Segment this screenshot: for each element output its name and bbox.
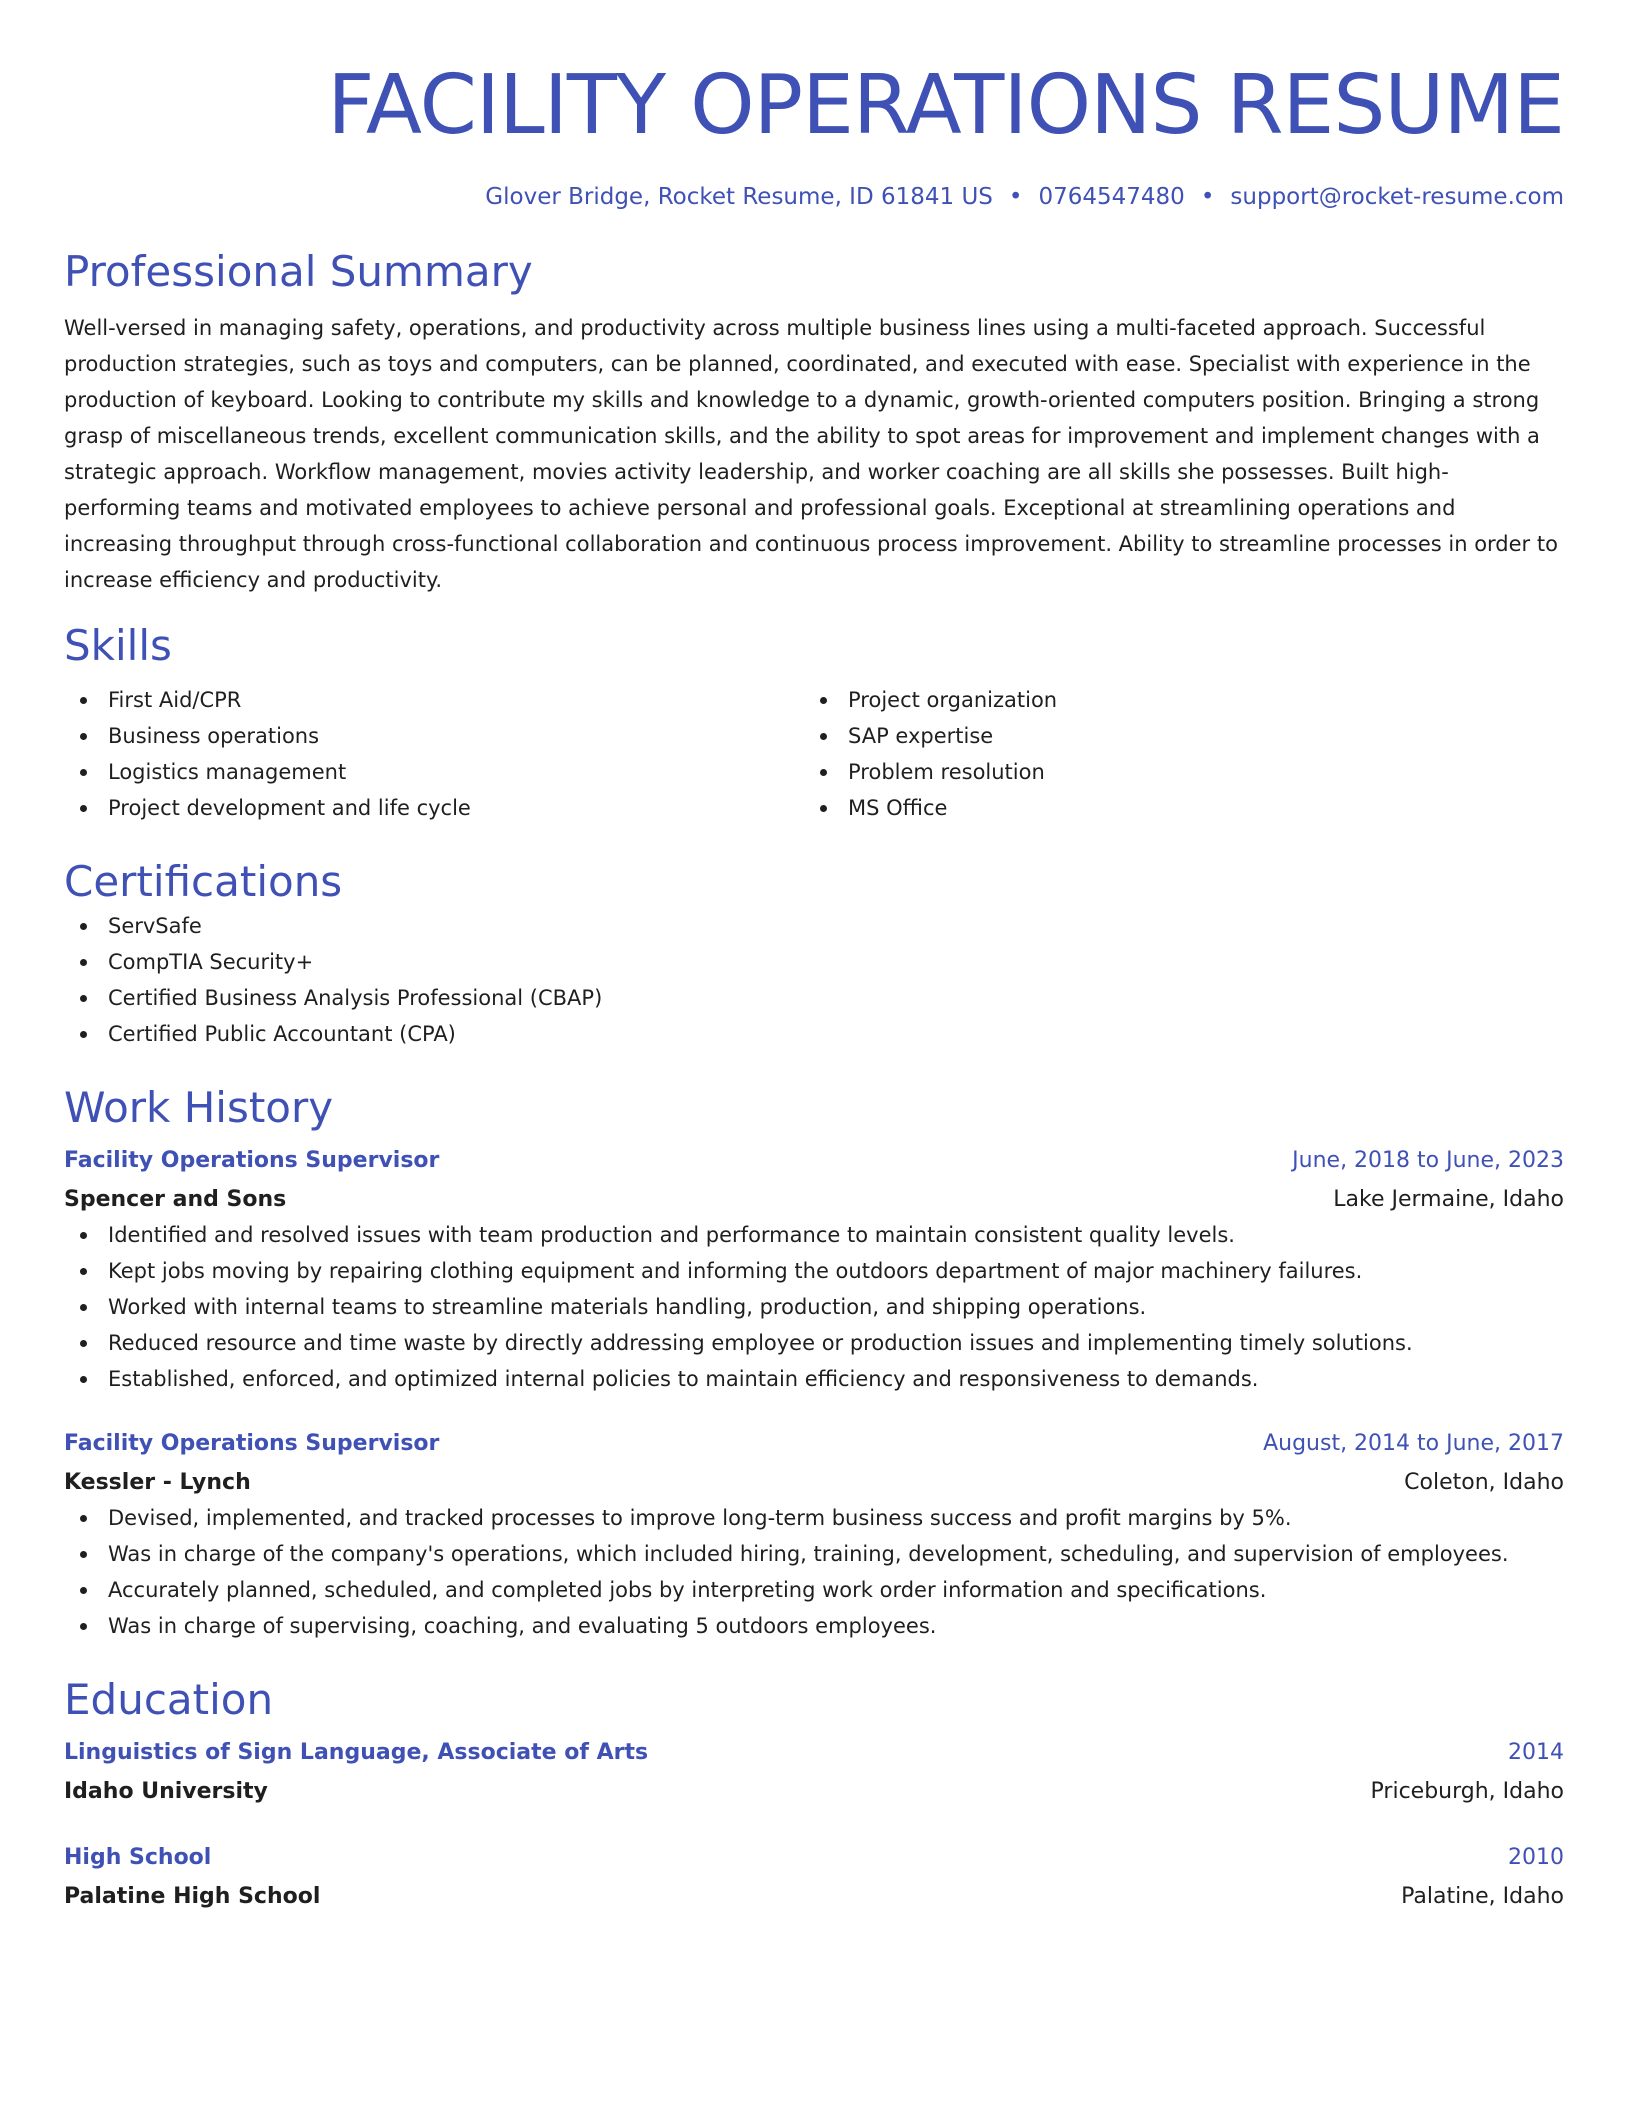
skill-item: SAP expertise	[804, 718, 1544, 754]
job-company: Spencer and Sons	[64, 1187, 287, 1212]
job-title: Facility Operations Supervisor	[64, 1148, 440, 1173]
skill-item: Business operations	[64, 718, 804, 754]
skill-item: Problem resolution	[804, 754, 1544, 790]
certification-item: ServSafe	[64, 908, 1564, 944]
job-header	[64, 1427, 1564, 1461]
education-degree: High School	[64, 1845, 212, 1870]
skills-list-left	[64, 682, 804, 826]
skill-item: MS Office	[804, 790, 1544, 826]
job-duty: Devised, implemented, and tracked processes to improve long-term business success and profit margins by 5%.	[64, 1500, 1564, 1536]
education-header	[64, 1841, 1564, 1875]
job-dates: June, 2018 to June, 2023	[1292, 1148, 1564, 1173]
job-duty: Accurately planned, scheduled, and completed jobs by interpreting work order information and specifications.	[64, 1572, 1564, 1608]
skills-heading: Skills	[64, 621, 172, 670]
job-duty: Was in charge of supervising, coaching, and evaluating 5 outdoors employees.	[64, 1608, 1564, 1644]
job-location: Coleton, Idaho	[1404, 1470, 1564, 1495]
skills-list-right	[804, 682, 1544, 826]
education-heading: Education	[64, 1675, 274, 1724]
education-header	[64, 1736, 1564, 1770]
summary-heading: Professional Summary	[64, 247, 533, 296]
certification-item: Certified Business Analysis Professional (CBAP)	[64, 980, 1564, 1016]
contact-address: Glover Bridge, Rocket Resume, ID 61841 US	[485, 184, 993, 210]
education-location: Palatine, Idaho	[1401, 1884, 1564, 1909]
contact-line	[64, 182, 1564, 212]
contact-separator: •	[1200, 184, 1215, 210]
education-location: Priceburgh, Idaho	[1370, 1779, 1564, 1804]
job-subheader	[64, 1466, 1564, 1500]
contact-phone: 0764547480	[1038, 184, 1185, 210]
education-year: 2014	[1508, 1740, 1564, 1765]
job-entry	[64, 1144, 1564, 1397]
education-subheader	[64, 1775, 1564, 1809]
education-subheader	[64, 1880, 1564, 1914]
skill-item: Logistics management	[64, 754, 804, 790]
job-duty: Kept jobs moving by repairing clothing equipment and informing the outdoors department of major machinery failures.	[64, 1253, 1564, 1289]
summary-text: Well-versed in managing safety, operations, and productivity across multiple business lines using a multi-faceted approach. Successful production strategies, such as toys and computers, can be planned, coordinated, and executed with ease. Specialist with experience in the production of keyboard. Looking to contribute my skills and knowledge to a dynamic, growth-oriented computers position. Bringing a strong grasp of miscellaneous trends, excellent communication skills, and the ability to spot areas for improvement and implement changes with a strategic approach. Workflow management, movies activity leadership, and worker coaching are all skills she possesses. Built high-performing teams and motivated employees to achieve personal and professional goals. Exceptional at streamlining operations and increasing throughput through cross-functional collaboration and continuous process improvement. Ability to streamline processes in order to increase efficiency and productivity.	[64, 316, 1558, 592]
education-degree: Linguistics of Sign Language, Associate of Arts	[64, 1740, 649, 1765]
education-year: 2010	[1508, 1845, 1564, 1870]
job-entry	[64, 1427, 1564, 1644]
job-duty: Identified and resolved issues with team production and performance to maintain consistent quality levels.	[64, 1217, 1564, 1253]
job-company: Kessler - Lynch	[64, 1470, 251, 1495]
certifications-heading: Certifications	[64, 857, 343, 906]
skill-item: Project organization	[804, 682, 1544, 718]
resume-page	[64, 0, 1564, 1914]
job-dates: August, 2014 to June, 2017	[1263, 1431, 1564, 1456]
job-duties-list	[64, 1217, 1564, 1397]
job-location: Lake Jermaine, Idaho	[1333, 1187, 1564, 1212]
job-header	[64, 1144, 1564, 1178]
job-duty: Worked with internal teams to streamline materials handling, production, and shipping operations.	[64, 1289, 1564, 1325]
job-duty: Reduced resource and time waste by directly addressing employee or production issues and implementing timely solutions.	[64, 1325, 1564, 1361]
job-duty: Was in charge of the company's operations, which included hiring, training, development, scheduling, and supervision of employees.	[64, 1536, 1564, 1572]
education-school: Idaho University	[64, 1779, 268, 1804]
contact-email: support@rocket-resume.com	[1230, 184, 1564, 210]
skills-grid	[64, 682, 1564, 826]
education-entry	[64, 1736, 1564, 1809]
skill-item: First Aid/CPR	[64, 682, 804, 718]
certification-item: CompTIA Security+	[64, 944, 1564, 980]
resume-title: FACILITY OPERATIONS RESUME	[327, 58, 1564, 153]
work-history-heading: Work History	[64, 1083, 334, 1132]
job-duties-list	[64, 1500, 1564, 1644]
contact-separator: •	[1008, 184, 1023, 210]
certification-item: Certified Public Accountant (CPA)	[64, 1016, 1564, 1052]
education-school: Palatine High School	[64, 1884, 321, 1909]
job-subheader	[64, 1183, 1564, 1217]
job-title: Facility Operations Supervisor	[64, 1431, 440, 1456]
skill-item: Project development and life cycle	[64, 790, 804, 826]
job-duty: Established, enforced, and optimized internal policies to maintain efficiency and responsiveness to demands.	[64, 1361, 1564, 1397]
certifications-list	[64, 908, 1564, 1052]
education-entry	[64, 1841, 1564, 1914]
